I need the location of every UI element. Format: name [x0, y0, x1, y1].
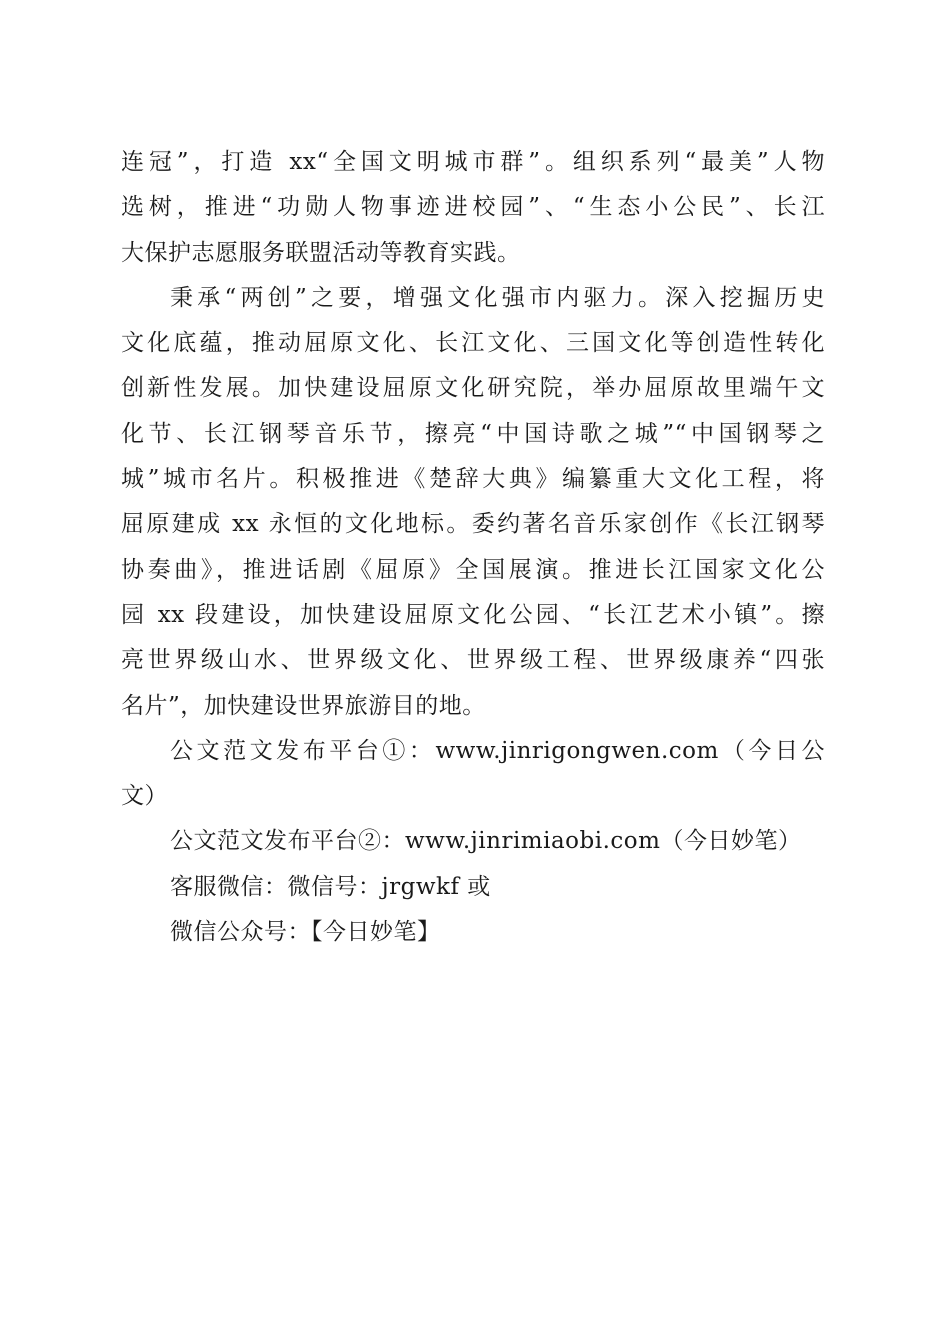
paragraph-line: 协奏曲》，推进话剧《屈原》全国展演。推进长江国家文化公 [121, 556, 825, 583]
platform2-line: 公文范文发布平台②：www.jinrimiaobi.com（今日妙笔） [170, 828, 802, 855]
platform1-line: 公文范文发布平台①：www.jinrigongwen.com（今日公 [170, 737, 825, 764]
paragraph-culture [121, 276, 825, 729]
official-account-line: 微信公众号：【今日妙笔】 [170, 919, 441, 946]
paragraph-line: 屈原建成 xx 永恒的文化地标。委约著名音乐家创作《长江钢琴 [121, 511, 825, 538]
paragraph-line: 连冠”，打造 xx“全国文明城市群”。组织系列“最美”人物 [121, 149, 825, 175]
platform1-line-continued: 文） [121, 783, 168, 810]
paragraph-line: 城”城市名片。积极推进《楚辞大典》编纂重大文化工程，将 [121, 466, 825, 493]
document-body [121, 140, 825, 955]
paragraph-line: 选树，推进“功勋人物事迹进校园”、“生态小公民”、长江 [121, 194, 825, 221]
paragraph-line: 创新性发展。加快建设屈原文化研究院，举办屈原故里端午文 [121, 375, 825, 402]
paragraph-line: 名片”，加快建设世界旅游目的地。 [121, 692, 486, 719]
paragraph-civilization [121, 140, 825, 276]
paragraph-line: 亮世界级山水、世界级文化、世界级工程、世界级康养“四张 [121, 647, 825, 674]
paragraph-line: 文化底蕴，推动屈原文化、长江文化、三国文化等创造性转化 [121, 330, 825, 357]
paragraph-line: 园 xx 段建设，加快建设屈原文化公园、“长江艺术小镇”。擦 [121, 601, 825, 628]
paragraph-line: 大保护志愿服务联盟活动等教育实践。 [121, 239, 521, 266]
paragraph-line: 化节、长江钢琴音乐节，擦亮“中国诗歌之城”“中国钢琴之 [121, 420, 825, 447]
paragraph-line: 秉承“两创”之要，增强文化强市内驱力。深入挖掘历史 [170, 284, 825, 311]
wechat-line: 客服微信：微信号：jrgwkf 或 [170, 873, 491, 900]
footer-notice [121, 729, 825, 955]
